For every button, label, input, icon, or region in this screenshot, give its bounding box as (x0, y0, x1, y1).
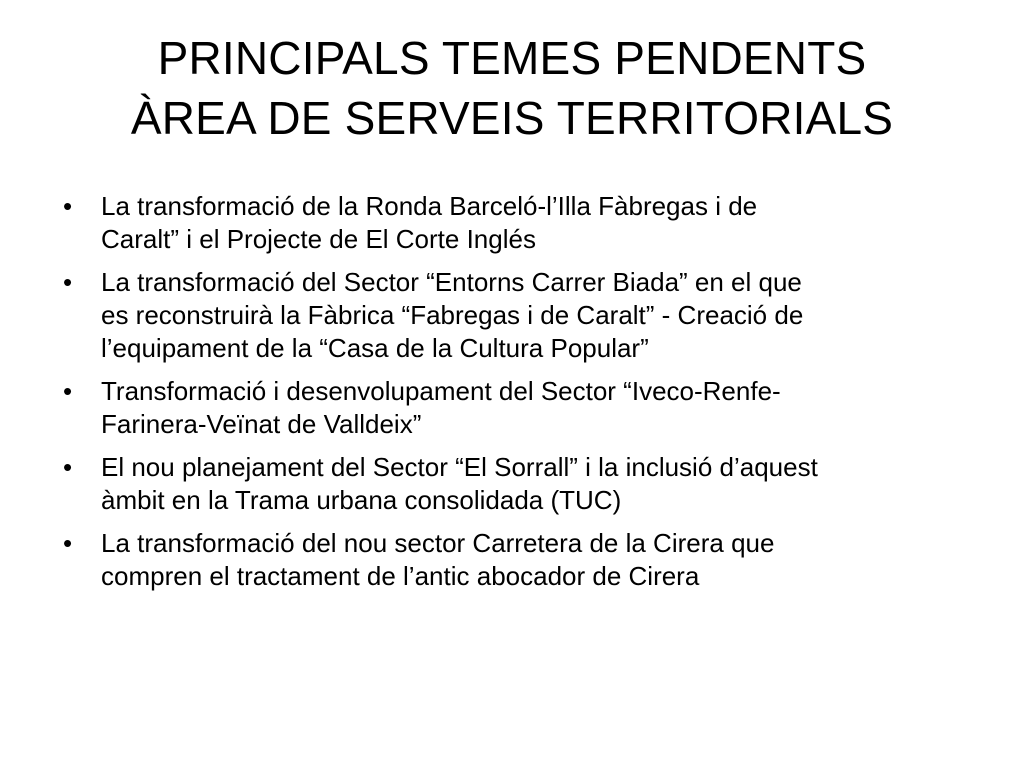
bullet-point-icon: • (63, 528, 73, 558)
bullet-text-line: Caralt” i el Projecte de El Corte Inglés (101, 224, 536, 254)
bullet-text-line: Farinera-Veïnat de Valldeix” (101, 409, 422, 439)
slide-title (60, 28, 964, 148)
bullet-item-1 (60, 190, 980, 256)
bullet-point-icon: • (63, 452, 73, 482)
title-line-1: PRINCIPALS TEMES PENDENTS (157, 32, 867, 84)
bullet-item-4 (60, 451, 980, 517)
bullet-text-line: La transformació de la Ronda Barceló-l’Illa Fàbregas i de (101, 191, 758, 221)
bullet-item-3 (60, 375, 980, 441)
bullet-text-line: es reconstruirà la Fàbrica “Fabregas i de Caralt” - Creació de (101, 300, 804, 330)
bullet-text-line: El nou planejament del Sector “El Sorrall” i la inclusió d’aquest (101, 452, 818, 482)
title-line-2: ÀREA DE SERVEIS TERRITORIALS (130, 92, 894, 144)
bullet-text-line: l’equipament de la “Casa de la Cultura Popular” (101, 333, 649, 363)
bullet-text-line: compren el tractament de l’antic abocador de Cirera (101, 561, 700, 591)
bullet-item-5 (60, 527, 980, 593)
bullet-point-icon: • (63, 191, 73, 221)
bullet-text-line: àmbit en la Trama urbana consolidada (TUC) (101, 485, 622, 515)
bullet-point-icon: • (63, 376, 73, 406)
bullet-item-2 (60, 266, 980, 365)
bullet-text-line: La transformació del Sector “Entorns Carrer Biada” en el que (101, 267, 802, 297)
bullet-list (60, 190, 980, 603)
bullet-text-line: La transformació del nou sector Carretera de la Cirera que (101, 528, 775, 558)
bullet-point-icon: • (63, 267, 73, 297)
bullet-text-line: Transformació i desenvolupament del Sector “Iveco-Renfe- (101, 376, 781, 406)
